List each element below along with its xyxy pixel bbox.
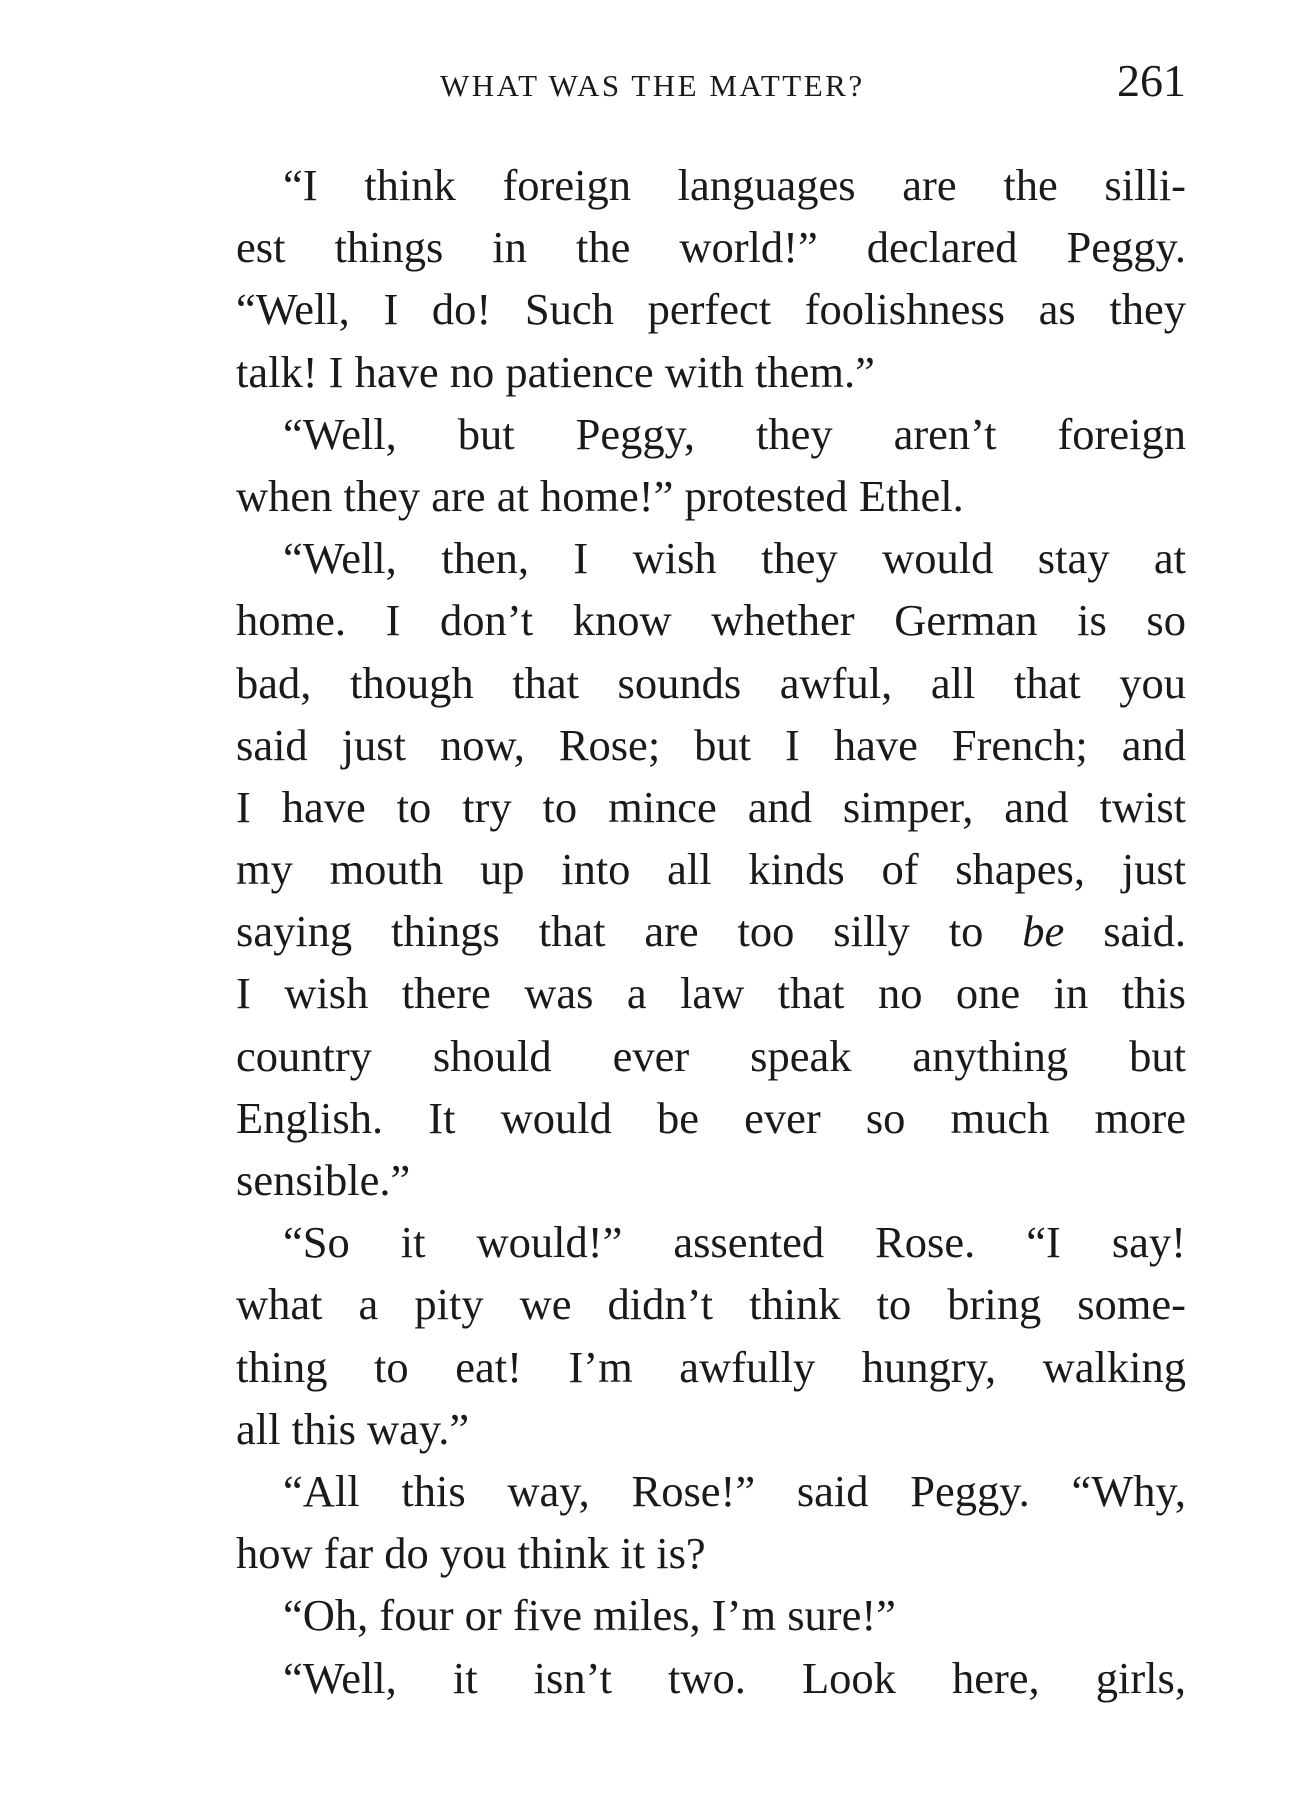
text-line: my mouth up into all kinds of shapes, just — [236, 844, 1186, 895]
text-line: I have to try to mince and simper, and twist — [236, 781, 1186, 832]
text-line: all this way.” — [236, 1403, 470, 1454]
text-line: “Oh, four or five miles, I’m sure!” — [283, 1590, 896, 1641]
body-text — [236, 154, 1186, 1709]
text-line: saying things that are too silly to be said. — [236, 906, 1186, 957]
text-line: “Well, it isn’t two. Look here, girls, — [283, 1652, 1186, 1703]
text-line: “So it would!” assented Rose. “I say! — [283, 1217, 1186, 1268]
text-line: “I think foreign languages are the silli- — [283, 160, 1186, 210]
text-line: “Well, then, I wish they would stay at — [283, 533, 1186, 584]
text-line: “Well, I do! Such perfect foolishness as they — [236, 284, 1186, 335]
page-number: 261 — [1117, 55, 1186, 106]
text-line: country should ever speak anything but — [236, 1030, 1186, 1081]
text-line: said just now, Rose; but I have French; and — [236, 719, 1186, 770]
text-line: I wish there was a law that no one in this — [236, 968, 1186, 1019]
text-line: home. I don’t know whether German is so — [236, 595, 1186, 646]
text-line: how far do you think it is? — [236, 1528, 706, 1579]
text-line: what a pity we didn’t think to bring some- — [236, 1279, 1186, 1330]
text-line: “Well, but Peggy, they aren’t foreign — [283, 408, 1186, 459]
emphasis: be — [1022, 906, 1065, 957]
running-head — [236, 54, 1186, 114]
text-line: sensible.” — [236, 1155, 411, 1205]
text-line: when they are at home!” protested Ethel. — [236, 470, 964, 521]
text-line: “All this way, Rose!” said Peggy. “Why, — [283, 1465, 1186, 1516]
text-line: English. It would be ever so much more — [236, 1092, 1186, 1143]
chapter-title: WHAT WAS THE MATTER? — [440, 68, 865, 103]
text-line: talk! I have no patience with them.” — [236, 346, 875, 397]
text-line: bad, though that sounds awful, all that you — [236, 657, 1186, 708]
text-line: thing to eat! I’m awfully hungry, walking — [236, 1341, 1186, 1392]
text-line: est things in the world!” declared Peggy. — [236, 222, 1186, 273]
